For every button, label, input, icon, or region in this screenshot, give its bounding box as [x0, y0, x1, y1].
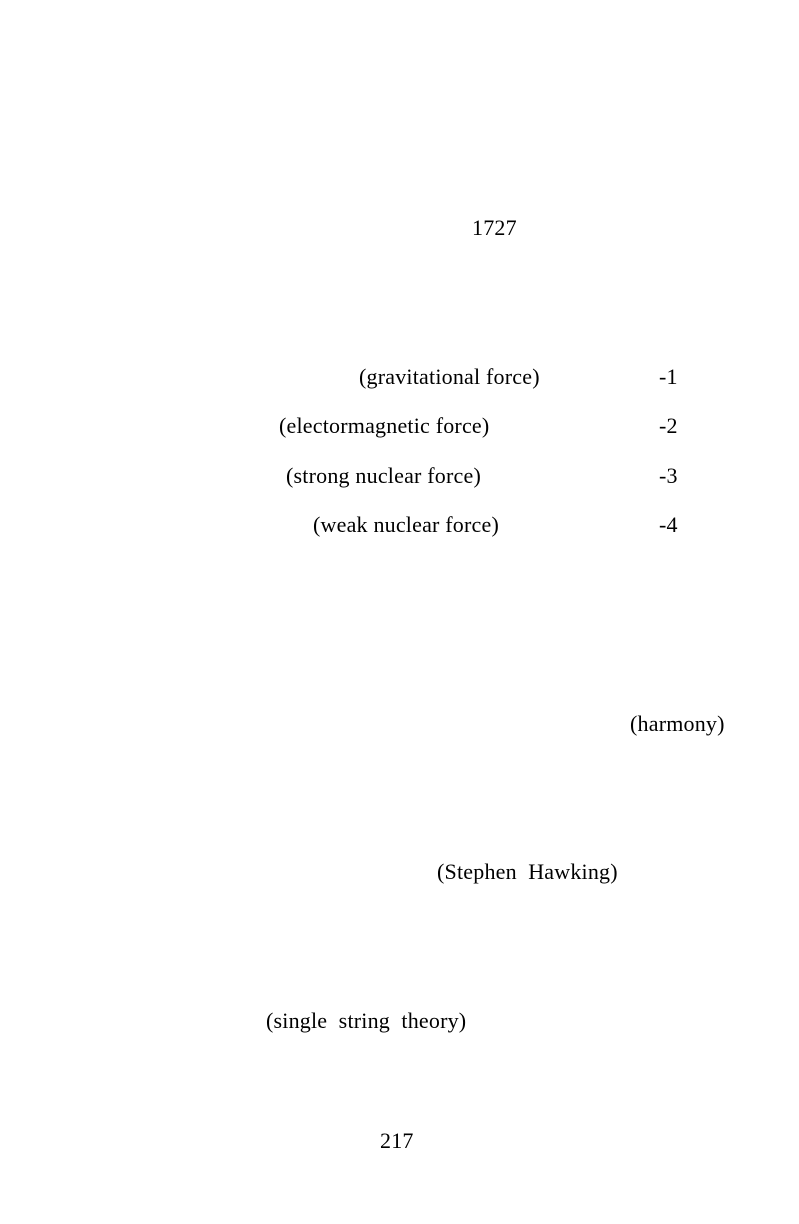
- page-number: 217: [380, 1128, 414, 1153]
- force-2-name: (electormagnetic force): [279, 413, 490, 438]
- single-string-theory-text: (single string theory): [266, 1008, 467, 1033]
- force-4-number: -4: [659, 512, 678, 537]
- force-1-name: (gravitational force): [359, 364, 540, 389]
- force-4-name: (weak nuclear force): [313, 512, 499, 537]
- harmony-text: (harmony): [630, 711, 725, 736]
- force-3-name: (strong nuclear force): [286, 463, 481, 488]
- stephen-hawking-text: (Stephen Hawking): [437, 859, 618, 884]
- force-3-number: -3: [659, 463, 678, 488]
- force-1-number: -1: [659, 364, 678, 389]
- year-text: 1727: [472, 215, 517, 240]
- force-2-number: -2: [659, 413, 678, 438]
